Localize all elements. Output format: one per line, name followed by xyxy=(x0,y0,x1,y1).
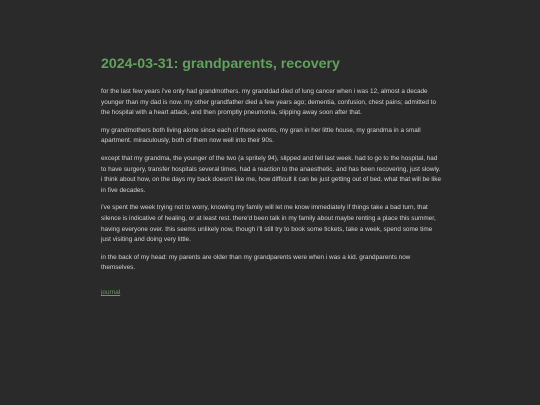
paragraph-3: except that my grandma, the younger of the two (a spritely 94), slipped and fell last week. had to go to the hospital, had to have surgery, transfer hospitals several times. had a reaction to the anaesthetic. and has been recovering, just slowly. i think about how, on the days my back doesn't like me, how difficult it can be just getting out of bed. what that will be like in five decades. xyxy=(101,154,441,194)
paragraph-5: in the back of my head: my parents are older than my grandparents were when i was a kid. grandparents now themselves. xyxy=(101,253,411,272)
journal-link[interactable]: journal xyxy=(101,288,121,296)
post-title: 2024-03-31: grandparents, recovery xyxy=(101,56,340,72)
paragraph-4: i've spent the week trying not to worry, knowing my family will let me know immediately if things take a bad turn, that silence is indicative of healing, or at least rest. there'd been talk in my family about maybe renting a place this summer, having everyone over. this seems unlikely now, though i'll still try to book some tickets, take a week, spend some time just visiting and doing very little. xyxy=(101,204,436,244)
paragraph-1: for the last few years i've only had grandmothers. my granddad died of lung cancer when i was 12, almost a decade younger than my dad is now. my other grandfather died a few years ago; dementia, confusion, chest pains; admitted to the hospital with a heart attack, and then promptly pneumonia, slipping away soon after that. xyxy=(101,88,436,117)
paragraph-2: my grandmothers both living alone since each of these events, my gran in her little house, my grandma in a small apartment. miraculously, both of them now well into their 90s. xyxy=(101,126,421,145)
article xyxy=(101,55,441,299)
